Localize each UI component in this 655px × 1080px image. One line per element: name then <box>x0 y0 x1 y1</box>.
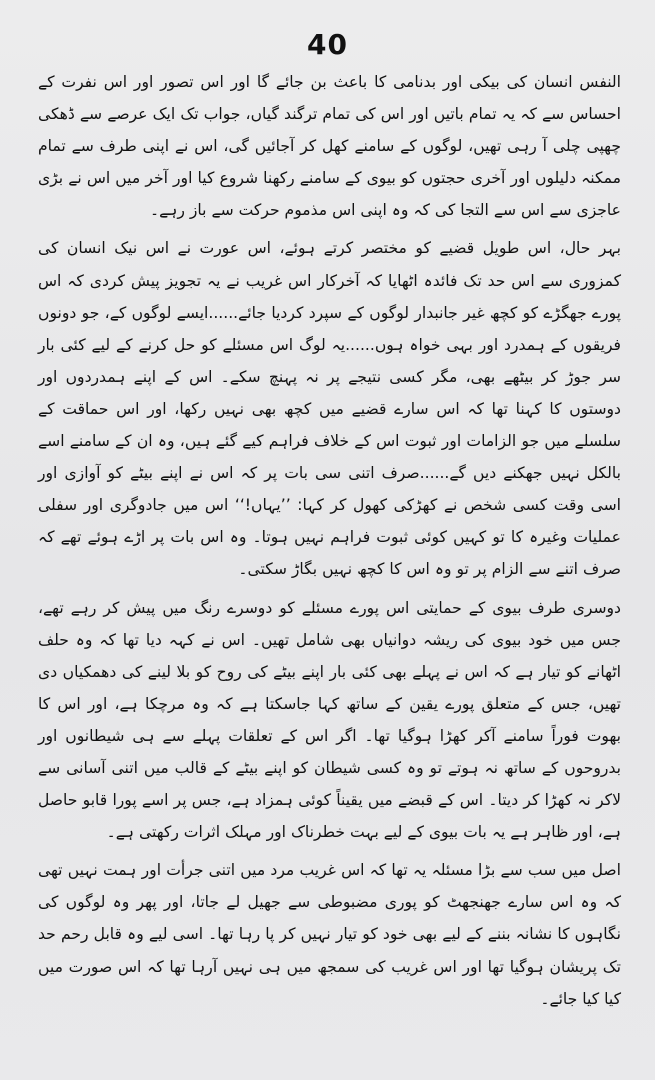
paragraph-2: بہر حال، اس طویل قضیے کو مختصر کرتے ہوئے، اس عورت نے اس نیک انسان کی کمزوری سے اس حد تک فائدہ اٹھایا کہ آخرکار اس غریب نے یہ تجویز پیش کردی کہ اس پورے جھگڑے کو کچھ غیر جانبدار لوگوں کے سپرد کردیا جائے......ایسے لوگوں کے، جو دونوں فریقوں کے ہمدرد اور بہی خواہ ہوں......یہ لوگ اس مسئلے کو حل کرنے کے لیے کئی بار سر جوڑ کر بیٹھے بھی، مگر کسی نتیجے پر نہ پہنچ سکے۔ اس کے اپنے ہمدردوں اور دوستوں کا کہنا تھا کہ اس سارے قضیے میں کچھ بھی نہیں رکھا، اور اس حماقت کے سلسلے میں جو الزامات اور ثبوت اس کے خلاف فراہم کیے گئے ہیں، وہ ان کے سامنے اسے بالکل نہیں جھکنے دیں گے......صرف اتنی سی بات پر کہ اس نے اپنے بیٹے کو آوازی اور اسی وقت کسی شخص نے کھڑکی کھول کر کہا: ’’یہاں!‘‘ اس میں جادوگری اور سفلی عملیات وغیرہ کا تو کہیں کوئی ثبوت فراہم نہیں ہوتا۔ وہ اس بات پر اڑے ہوئے تھے کہ صرف اتنے سے الزام پر تو وہ اس کا کچھ نہیں بگاڑ سکتی۔ <box>38 239 621 579</box>
paragraph-4: اصل میں سب سے بڑا مسئلہ یہ تھا کہ اس غریب مرد میں اتنی جرأت اور ہمت نہیں تھی کہ وہ اس سارے جھنجھٹ کو پوری مضبوطی سے جھیل لے جاتا، اور پھر وہ لوگوں کی نگاہوں کا نشانہ بننے کے لیے بھی خود کو تیار نہیں کر پا رہا تھا۔ اسی لیے وہ قابل رحم حد تک پریشان ہوگیا تھا اور اس غریب کی سمجھ میں ہی نہیں آرہا تھا کہ اس صورت میں کیا کیا جائے۔ <box>38 861 621 1008</box>
paragraph-1: النفس انسان کی بیکی اور بدنامی کا باعث بن جائے گا اور اس تصور اور اس نفرت کے احساس سے کہ یہ تمام باتیں اور اس کی تمام ترگند گیاں، جواب تک ایک عرصے سے ڈھکی چھپی چلی آ رہی تھیں، لوگوں کے سامنے کھل کر آجائیں گی، اس نے اپنی طرف سے تمام ممکنہ دلیلوں اور آخری حجتوں کو بیوی کے سامنے رکھنا شروع کیا اور آخر میں اس نے بڑی عاجزی سے اس سے التجا کی کہ وہ اپنی اس مذموم حرکت سے باز رہے۔ <box>38 73 621 220</box>
body-text <box>38 66 621 1019</box>
paragraph-3: دوسری طرف بیوی کے حمایتی اس پورے مسئلے کو دوسرے رنگ میں پیش کر رہے تھے، جس میں خود بیوی کی ریشہ دوانیاں بھی شامل تھیں۔ اس نے کہہ دیا تھا کہ وہ حلف اٹھانے کو تیار ہے کہ اس نے پہلے بھی کئی بار اپنے بیٹے کی روح کو بلا لینے کی دھمکیاں دی تھیں، جس کے متعلق پورے یقین کے ساتھ کہا جاسکتا ہے کہ وہ مرچکا ہے، اور اس کا بھوت فوراً سامنے آکر کھڑا ہوگیا تھا۔ اگر اس کے تعلقات پہلے سے ہی شیطانوں اور بدروحوں کے ساتھ نہ ہوتے تو وہ کسی شیطان کو اپنے بیٹے کے قالب میں اتنی آسانی سے لاکر نہ کھڑا کر دیتا۔ اس کے قبضے میں یقیناً کوئی ہمزاد ہے، جس پر اسے پورا قابو حاصل ہے، اور ظاہر ہے یہ بات بیوی کے لیے بہت خطرناک اور مہلک اثرات رکھتی ہے۔ <box>38 598 621 842</box>
page-number: 40 <box>307 28 348 61</box>
